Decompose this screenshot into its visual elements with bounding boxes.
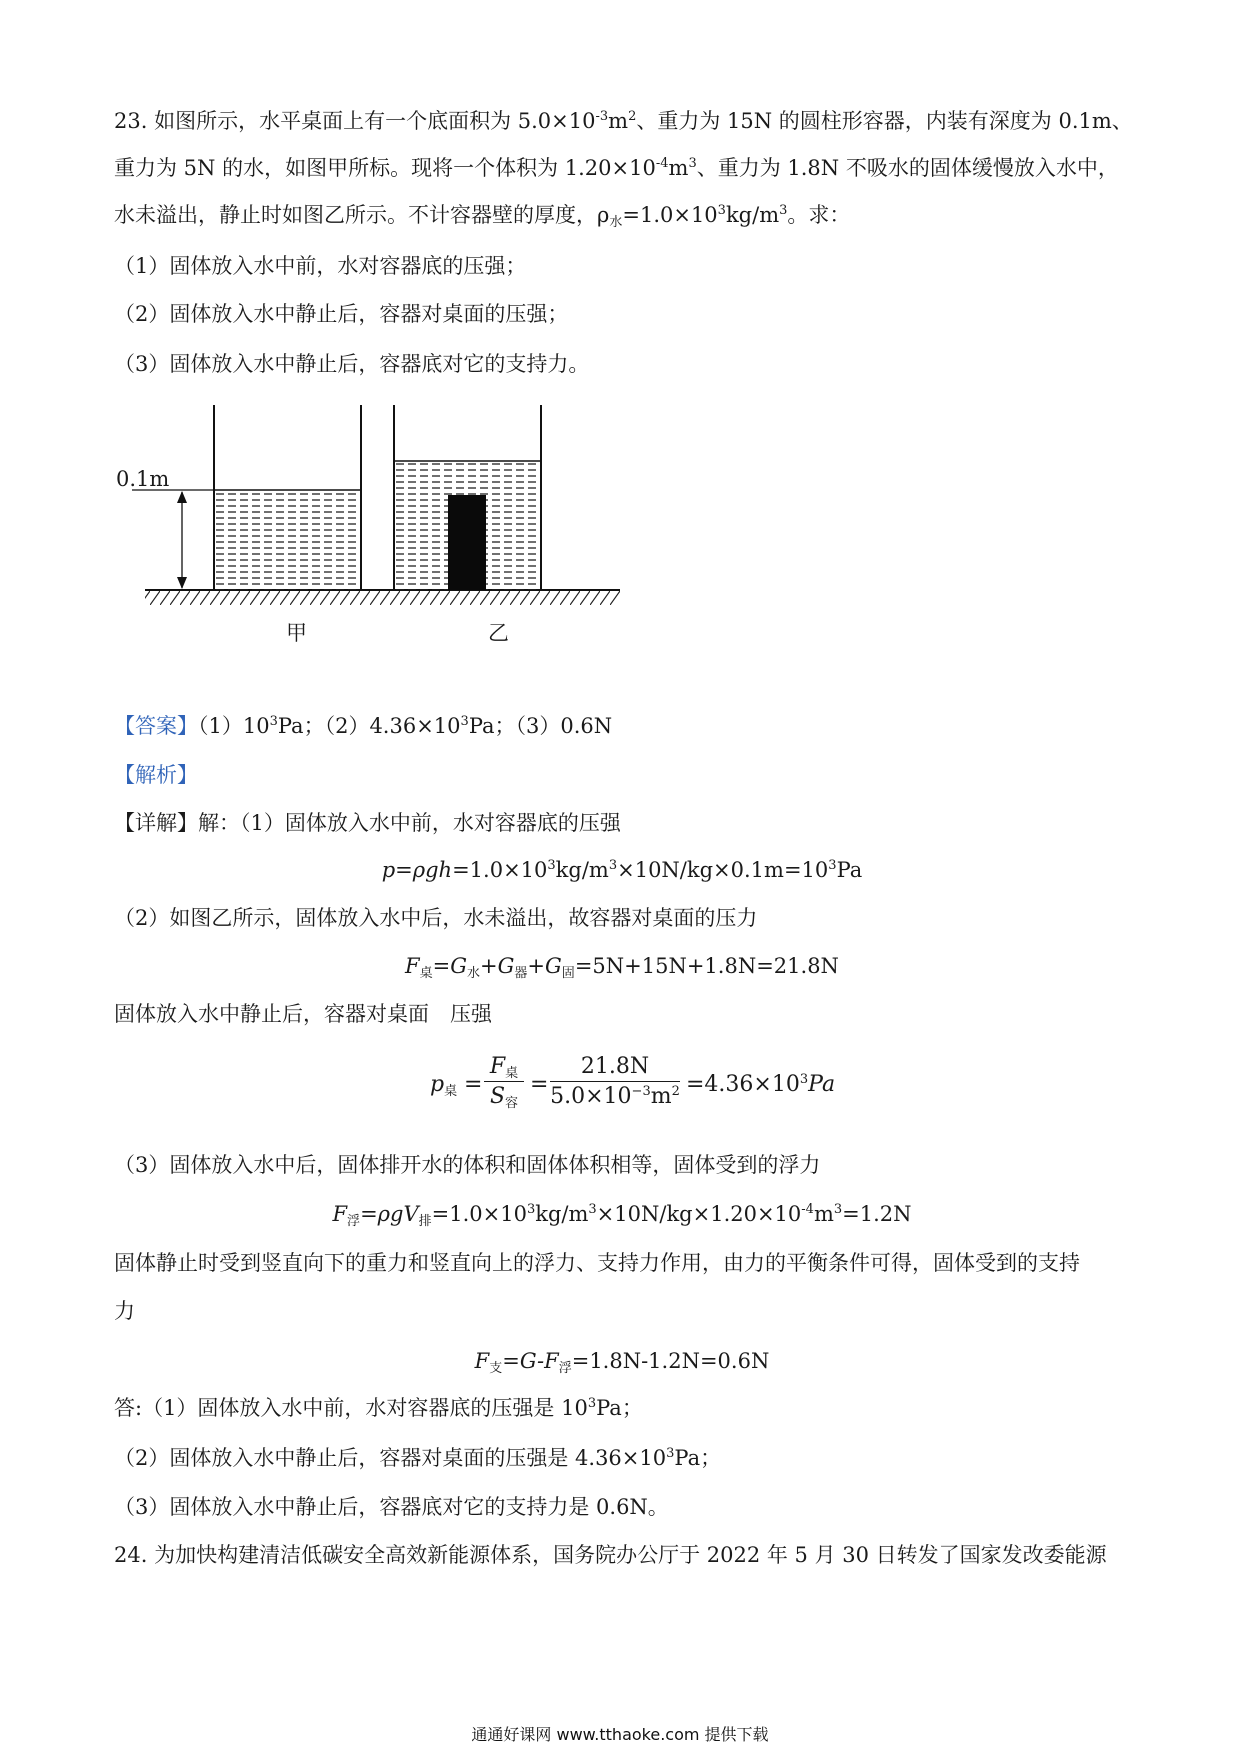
fraction-1 — [484, 1054, 524, 1109]
text: Pa — [836, 858, 863, 882]
subscript: 浮 — [558, 1361, 572, 1376]
subscript: 固 — [561, 966, 575, 981]
superscript: 3 — [608, 858, 618, 873]
superscript: -4 — [655, 156, 669, 171]
equation-1 — [114, 855, 1130, 885]
solid-block — [448, 495, 486, 590]
subscript: 排 — [418, 1214, 432, 1229]
text: =G — [432, 954, 468, 978]
text: F — [474, 1349, 490, 1373]
subscript: 器 — [514, 966, 528, 981]
text: =1.8N-1.2N=0.6N — [571, 1349, 770, 1373]
subscript: 水 — [609, 215, 623, 230]
ground-hatch — [145, 591, 620, 605]
text: m — [608, 109, 629, 133]
footer-credit: 通通好课网 www.tthaoke.com 提供下载 — [471, 1725, 769, 1744]
superscript: 3 — [833, 1202, 843, 1217]
detail-intro — [114, 808, 1130, 838]
text: F — [489, 1054, 506, 1079]
figure-svg — [120, 395, 640, 645]
text: F — [405, 954, 420, 978]
text: S — [489, 1084, 506, 1109]
equation-2 — [114, 951, 1130, 981]
text: =G-F — [502, 1349, 559, 1373]
sub-question-2: （2）固体放入水中静止后，容器对桌面的压强； — [114, 302, 569, 326]
answer-line — [114, 711, 1130, 741]
text: +G — [480, 954, 515, 978]
water-left — [215, 490, 360, 590]
text: 重力为 5N 的水，如图甲所标。现将一个体积为 1.20×10 — [114, 156, 656, 180]
text: Pa；（2）4.36×10 — [277, 714, 461, 738]
text: =5N+15N+1.8N=21.8N — [574, 954, 839, 978]
text: 水未溢出，静止时如图乙所示。不计容器壁的厚度，ρ — [114, 203, 610, 227]
text: （2）固体放入水中静止后，容器对桌面的压强是 4.36×10 — [114, 1446, 667, 1470]
superscript: −3 — [631, 1084, 651, 1099]
final-answer-2 — [114, 1443, 1130, 1473]
text: Pa；（3）0.6N — [468, 714, 613, 738]
subscript: 桌 — [505, 1066, 519, 1081]
text: ×10N/kg×0.1m=10 — [617, 858, 829, 882]
frac-lhs — [430, 1072, 457, 1097]
text: 、重力为 1.8N 不吸水的固体缓慢放入水中， — [696, 156, 1119, 180]
numerator: 21.8N — [550, 1054, 680, 1082]
text: 23. 如图所示，水平桌面上有一个底面积为 5.0×10 — [114, 109, 596, 133]
text: =1.0×10 — [622, 203, 718, 227]
text: 答:（1）固体放入水中前，水对容器底的压强是 10 — [114, 1396, 588, 1420]
superscript: 3 — [526, 1202, 536, 1217]
equation-3 — [114, 1199, 1130, 1229]
superscript: 3 — [779, 203, 788, 218]
figure-label-jia: 甲 — [286, 621, 307, 645]
detail-tag: 【详解】 — [114, 811, 198, 835]
final-answer-1 — [114, 1393, 1130, 1423]
subscript: 容 — [505, 1096, 519, 1111]
denominator — [484, 1082, 524, 1109]
denominator — [550, 1082, 680, 1109]
superscript: 3 — [547, 858, 556, 873]
text: kg/m — [535, 1202, 589, 1226]
text: Pa； — [596, 1396, 643, 1420]
part3-intro: （3）固体放入水中后，固体排开水的体积和固体体积相等，固体受到的浮力 — [114, 1153, 821, 1177]
subscript: 支 — [489, 1361, 503, 1376]
part2-mid: 固体放入水中静止后，容器对桌面 压强 — [114, 1002, 492, 1026]
question-23-line-1 — [114, 106, 1133, 136]
superscript: 2 — [671, 1084, 680, 1099]
text: =1.0×10 — [431, 1202, 527, 1226]
text: =ρgV — [360, 1202, 419, 1226]
text: p — [430, 1072, 445, 1097]
fraction-2 — [550, 1054, 680, 1109]
arrow-up-icon — [177, 491, 187, 503]
text: ×10N/kg×1.20×10 — [596, 1202, 802, 1226]
fraction-equation — [420, 1052, 840, 1122]
text: Pa — [808, 1072, 836, 1097]
text: m — [650, 1084, 672, 1109]
final-answer-3: （3）固体放入水中静止后，容器底对它的支持力是 0.6N。 — [114, 1495, 669, 1519]
text: =4.36×10 — [686, 1072, 800, 1097]
arrow-down-icon — [177, 577, 187, 589]
superscript: 3 — [688, 156, 697, 171]
answer-tag: 【答案】 — [114, 714, 198, 738]
depth-label: 0.1m — [116, 467, 170, 491]
text: 解：（1）固体放入水中前，水对容器底的压强 — [198, 811, 621, 835]
text: 、重力为 15N 的圆柱形容器，内装有深度为 0.1m、 — [636, 109, 1133, 133]
superscript: 3 — [587, 1396, 597, 1411]
superscript: -3 — [595, 109, 609, 124]
text: =1.0×10 — [452, 858, 548, 882]
superscript: 3 — [588, 1202, 597, 1217]
subscript: 浮 — [347, 1214, 361, 1229]
part3-mid-1: 固体静止时受到竖直向下的重力和竖直向上的浮力、支持力作用，由力的平衡条件可得，固体受到的支持 — [114, 1251, 1080, 1275]
numerator — [484, 1054, 524, 1082]
text: 5.0×10 — [550, 1084, 632, 1109]
question-23-line-3 — [114, 200, 1130, 230]
question-23-line-2 — [114, 153, 1130, 183]
analysis-tag: 【解析】 — [114, 763, 198, 787]
text: 。求： — [787, 203, 851, 227]
text: kg/m — [555, 858, 609, 882]
sub-question-1: （1）固体放入水中前，水对容器底的压强； — [114, 254, 527, 278]
subscript: 水 — [467, 966, 481, 981]
superscript: 3 — [460, 714, 469, 729]
text: =1.2N — [842, 1202, 912, 1226]
text: kg/m — [725, 203, 780, 227]
text: F — [332, 1202, 348, 1226]
part3-mid-2: 力 — [114, 1299, 135, 1323]
containers-figure — [116, 395, 640, 645]
superscript: -4 — [801, 1202, 814, 1217]
frac-result — [686, 1072, 835, 1097]
text: Pa； — [674, 1446, 722, 1470]
text: +G — [527, 954, 562, 978]
superscript: 2 — [628, 109, 637, 124]
equals: = — [464, 1072, 483, 1097]
superscript: 3 — [269, 714, 278, 729]
part2-intro: （2）如图乙所示，固体放入水中后，水未溢出，故容器对桌面的压力 — [114, 906, 758, 930]
sub-question-3: （3）固体放入水中静止后，容器底对它的支持力。 — [114, 352, 590, 376]
figure-label-yi: 乙 — [488, 621, 509, 645]
question-24-line-1: 24. 为加快构建清洁低碳安全高效新能源体系，国务院办公厅于 2022 年 5 月 30 日转发了国家发改委能源 — [114, 1543, 1107, 1567]
superscript: 3 — [799, 1072, 809, 1087]
text: （1）10 — [198, 714, 270, 738]
superscript: 3 — [828, 858, 837, 873]
text: m — [813, 1202, 834, 1226]
superscript: 3 — [717, 203, 726, 218]
text: m — [668, 156, 689, 180]
equals: = — [530, 1072, 549, 1097]
equation-4 — [114, 1346, 1130, 1376]
subscript: 桌 — [419, 966, 433, 981]
superscript: 3 — [666, 1446, 675, 1461]
text: p=ρgh — [381, 858, 453, 882]
subscript: 桌 — [444, 1084, 458, 1099]
